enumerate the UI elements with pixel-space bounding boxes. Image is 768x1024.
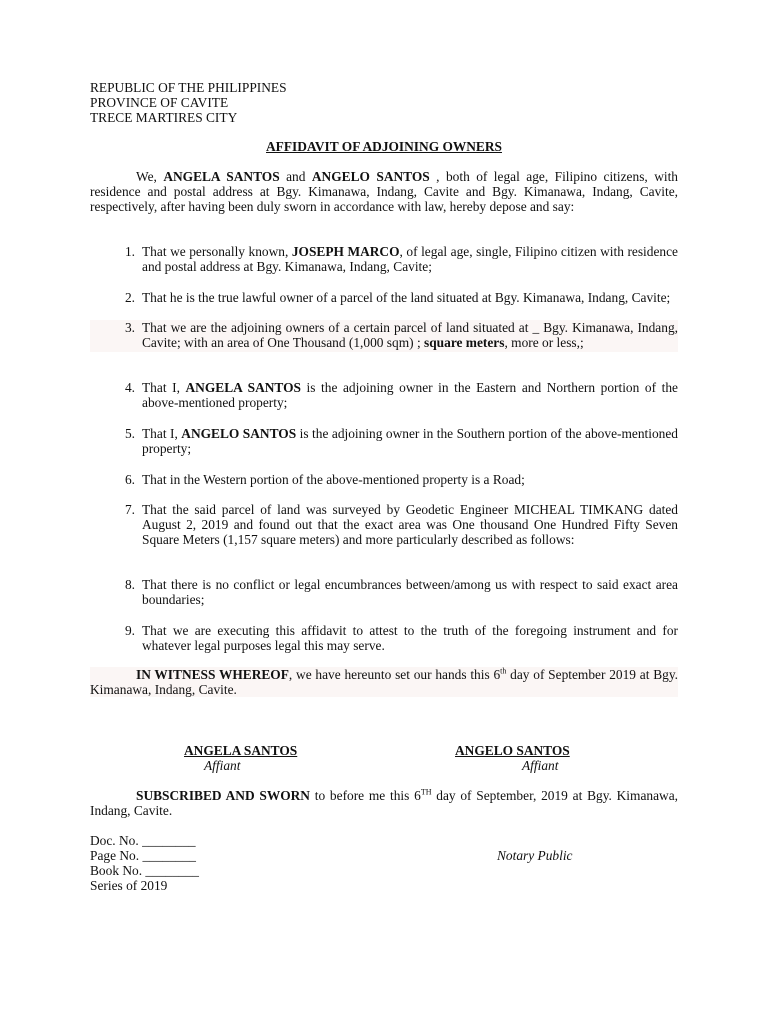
item-text xyxy=(135,320,678,350)
item-text xyxy=(135,244,678,274)
witness-post: day of September 2019 at Bgy. Kimanawa, Indang, Cavite. xyxy=(90,667,678,697)
item-text-pre: That I, xyxy=(142,380,186,395)
signature-name-1: ANGELA SANTOS xyxy=(184,743,298,758)
item-text xyxy=(135,623,678,653)
item-text-post: , of legal age, single, Filipino citizen with residence and postal address at Bgy. Kimanawa, Indang, Cavite; xyxy=(142,244,678,274)
signature-role-2: Affiant xyxy=(522,758,559,773)
witness-sup: th xyxy=(500,666,507,676)
item-number: 7. xyxy=(124,502,135,517)
item-number: 4. xyxy=(124,380,135,395)
page-number: Page No. ________ xyxy=(90,848,197,863)
item-number: 6. xyxy=(124,472,135,487)
book-number: Book No. ________ xyxy=(90,863,199,878)
intro-rest: , both of legal age, Filipino citizens, with residence and postal address at Bgy. Kimanawa, Indang, Cavite and Bgy. Kimanawa, Indang, Cavite, respectively, after having been duly sworn in accordance with law, hereby depose and say: xyxy=(90,169,678,214)
signature-name-2: ANGELO SANTOS xyxy=(455,743,570,758)
item-number: 8. xyxy=(124,577,135,592)
header-city: TRECE MARTIRES CITY xyxy=(90,110,238,125)
document-header xyxy=(90,80,287,125)
item-number: 1. xyxy=(124,244,135,259)
item-number: 9. xyxy=(124,623,135,638)
item-number: 3. xyxy=(124,320,135,335)
intro-paragraph xyxy=(90,169,678,214)
document-title: AFFIDAVIT OF ADJOINING OWNERS xyxy=(266,139,502,154)
jurat-bold: SUBSCRIBED AND SWORN xyxy=(136,788,310,803)
list-item xyxy=(90,320,678,352)
jurat-pre: to before me this 6 xyxy=(309,788,421,803)
item-number: 2. xyxy=(124,290,135,305)
intro-affiant-1: ANGELA SANTOS xyxy=(163,169,280,184)
item-text-pre: That we are the adjoining owners of a certain parcel of land situated at _ Bgy. Kimanawa, Indang, Cavite; with an area of One Thousand (1,000 sqm) ; xyxy=(142,320,678,350)
item-text-bold: ANGELA SANTOS xyxy=(185,380,301,395)
item-text-post: is the adjoining owner in the Southern portion of the above-mentioned property; xyxy=(142,426,678,456)
item-text xyxy=(135,577,678,607)
item-text xyxy=(135,380,678,410)
witness-paragraph xyxy=(90,667,678,697)
list-item xyxy=(90,502,678,547)
jurat-paragraph xyxy=(90,788,678,818)
item-number: 5. xyxy=(124,426,135,441)
item-text-post: is the adjoining owner in the Eastern and Northern portion of the above-mentioned property; xyxy=(142,380,678,410)
list-item xyxy=(90,623,678,653)
item-text-pre: That the said parcel of land was surveyed by Geodetic Engineer MICHEAL TIMKANG dated August 2, 2019 and found out that the exact area was One thousand One Hundred Fifty Seven Square Meters (1,157 square meters) and more particularly described as follows: xyxy=(142,502,678,547)
witness-bold: IN WITNESS WHEREOF xyxy=(136,667,289,682)
item-text-bold: JOSEPH MARCO xyxy=(291,244,400,259)
list-item xyxy=(90,577,678,607)
item-text-pre: That there is no conflict or legal encumbrances between/among us with respect to said exact area boundaries; xyxy=(142,577,678,607)
item-text-pre: That we personally known, xyxy=(142,244,292,259)
series-year: Series of 2019 xyxy=(90,878,168,893)
header-republic: REPUBLIC OF THE PHILIPPINES xyxy=(90,80,287,95)
notary-public-label: Notary Public xyxy=(497,848,573,863)
notarial-register xyxy=(90,833,199,893)
intro-affiant-2: ANGELO SANTOS xyxy=(311,169,430,184)
jurat-sup: TH xyxy=(420,787,432,797)
signature-role-1: Affiant xyxy=(204,758,241,773)
list-item xyxy=(90,244,678,274)
item-text-bold: ANGELO SANTOS xyxy=(181,426,297,441)
item-text-pre: That he is the true lawful owner of a parcel of the land situated at Bgy. Kimanawa, Indang, Cavite; xyxy=(142,290,671,305)
intro-we: We, xyxy=(136,169,164,184)
item-text-pre: That in the Western portion of the above-mentioned property is a Road; xyxy=(142,472,525,487)
item-text-bold: square meters xyxy=(424,335,505,350)
item-text-post: , more or less,; xyxy=(504,335,584,350)
witness-pre: , we have hereunto set our hands this 6 xyxy=(288,667,501,682)
item-text-pre: That we are executing this affidavit to attest to the truth of the foregoing instrument and for whatever legal purposes legal this may serve. xyxy=(142,623,678,653)
header-province: PROVINCE OF CAVITE xyxy=(90,95,229,110)
item-text xyxy=(135,290,678,305)
doc-number: Doc. No. ________ xyxy=(90,833,196,848)
list-item xyxy=(90,426,678,456)
list-item xyxy=(90,290,678,305)
intro-and: and xyxy=(279,169,312,184)
list-item xyxy=(90,472,678,487)
jurat-post: day of September, 2019 at Bgy. Kimanawa, Indang, Cavite. xyxy=(90,788,678,818)
list-item xyxy=(90,380,678,410)
item-text xyxy=(135,472,678,487)
item-text xyxy=(135,426,678,456)
item-text xyxy=(135,502,678,547)
item-text-pre: That I, xyxy=(142,426,182,441)
